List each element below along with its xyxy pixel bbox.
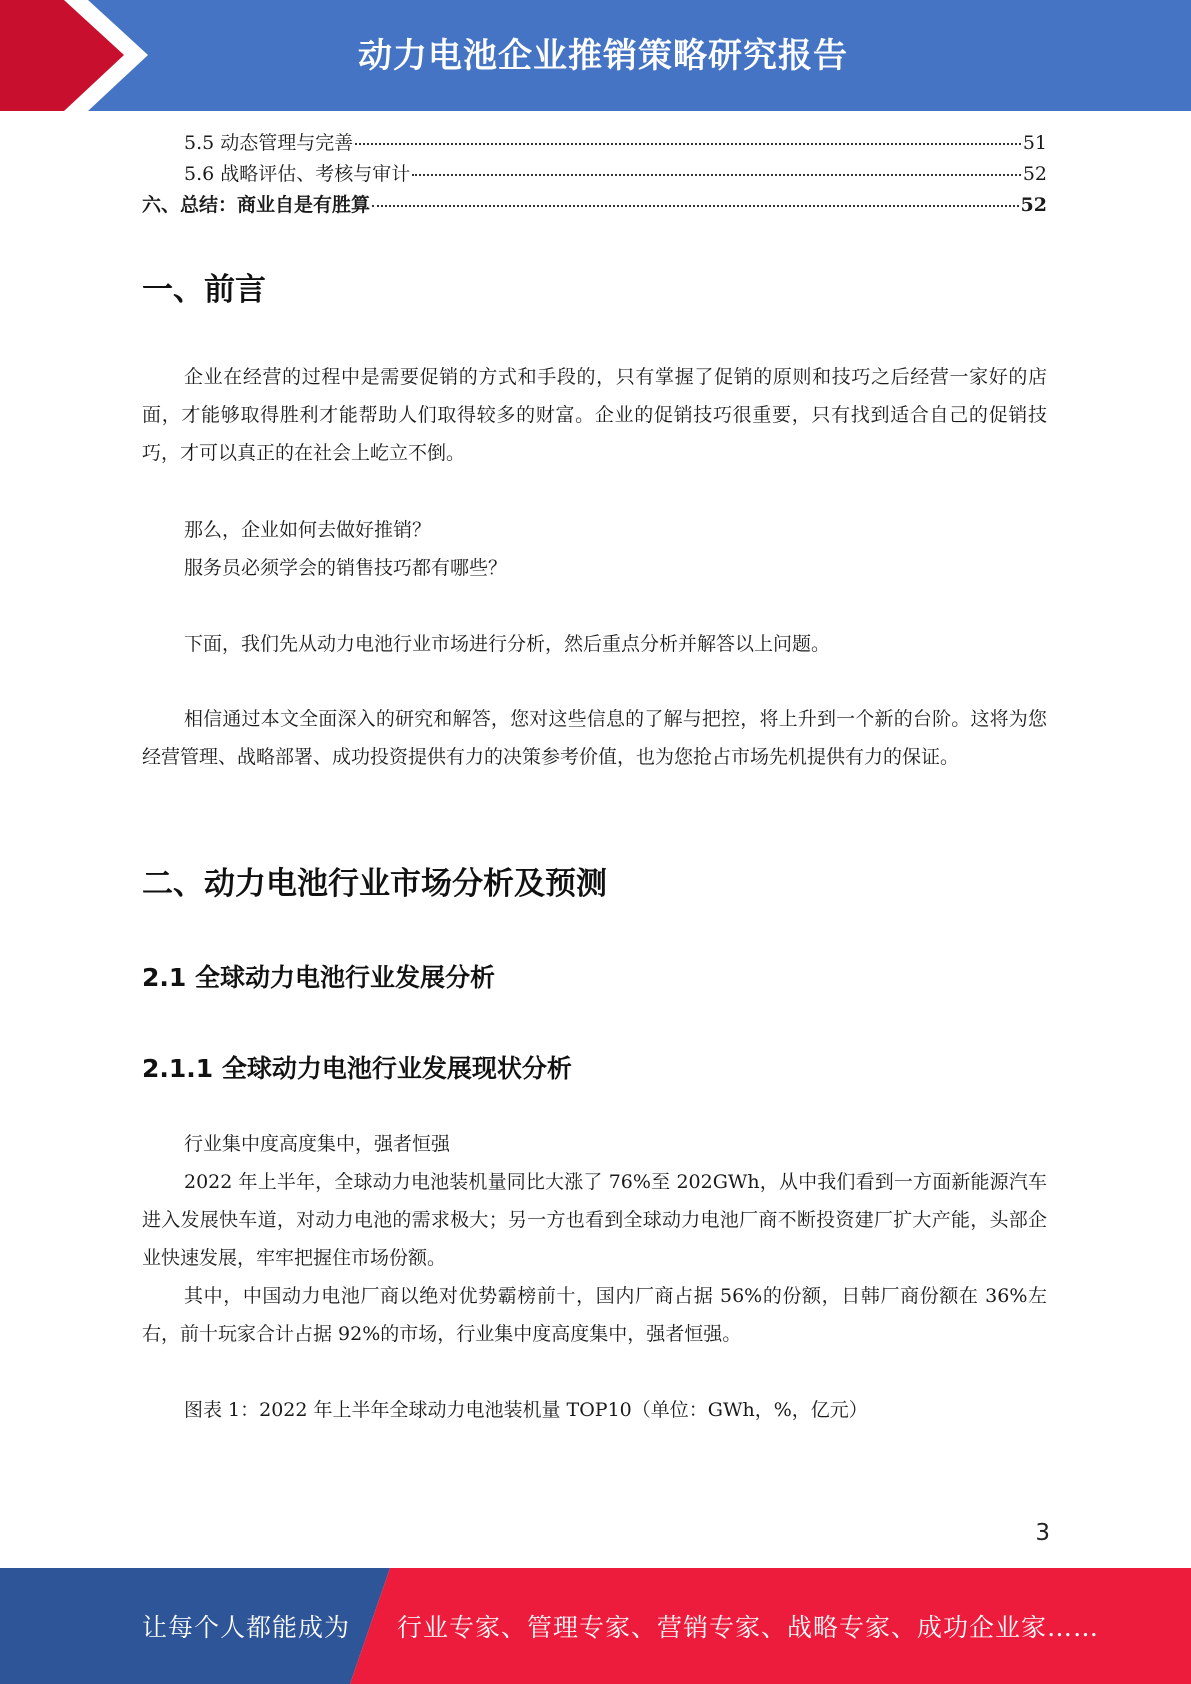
section-heading-preface: 一、前言 xyxy=(142,272,266,308)
paragraph-text: 下面，我们先从动力电池行业市场进行分析，然后重点分析并解答以上问题。 xyxy=(184,633,831,655)
question-line: 那么，企业如何去做好推销？ xyxy=(184,519,432,541)
toc-entry-label: 5.6 战略评估、考核与审计 xyxy=(184,163,411,185)
toc-leader-dots xyxy=(372,205,1019,207)
report-footer xyxy=(0,1568,1191,1684)
toc-entry[interactable] xyxy=(142,128,1047,159)
paragraph-text: 其中，中国动力电池厂商以绝对优势霸榜前十，国内厂商占据 56%的份额，日韩厂商份额在 36%左右，前十玩家合计占据 92%的市场，行业集中度高度集中，强者恒强。 xyxy=(142,1285,1047,1345)
table-of-contents xyxy=(142,128,1047,221)
paragraph-text: 2022 年上半年，全球动力电池装机量同比大涨了 76%至 202GWh，从中我们看到一方面新能源汽车进入发展快车道，对动力电池的需求极大；另一方也看到全球动力电池厂商不断投资建厂扩大产能，头部企业快速发展，牢牢把握住市场份额。 xyxy=(142,1171,1047,1269)
toc-entry-label: 5.5 动态管理与完善 xyxy=(184,132,354,154)
page-number: 3 xyxy=(1035,1520,1050,1546)
section-heading-market: 二、动力电池行业市场分析及预测 xyxy=(142,866,607,902)
footer-slogan-right: 行业专家、管理专家、营销专家、战略专家、成功企业家…… xyxy=(397,1613,1100,1642)
toc-entry-page: 52 xyxy=(1022,163,1047,185)
paragraph-text: 相信通过本文全面深入的研究和解答，您对这些信息的了解与把控，将上升到一个新的台阶。这将为您经营管理、战略部署、成功投资提供有力的决策参考价值，也为您抢占市场先机提供有力的保证。 xyxy=(142,708,1047,768)
market-analysis-text xyxy=(142,1125,1047,1353)
preface-paragraph xyxy=(142,358,1047,472)
report-title: 动力电池企业推销策略研究报告 xyxy=(358,36,848,76)
preface-questions xyxy=(142,511,1047,587)
toc-entry-label: 六、总结：商业自是有胜算 xyxy=(142,194,371,216)
toc-leader-dots xyxy=(355,143,1021,145)
toc-entry-page: 52 xyxy=(1020,194,1047,216)
toc-entry-page: 51 xyxy=(1022,132,1047,154)
toc-leader-dots xyxy=(412,174,1021,176)
preface-closing xyxy=(142,700,1047,776)
figure-caption-block xyxy=(142,1391,1047,1429)
subsubsection-heading: 2.1.1 全球动力电池行业发展现状分析 xyxy=(142,1054,572,1083)
toc-entry[interactable] xyxy=(142,159,1047,190)
figure-caption: 图表 1：2022 年上半年全球动力电池装机量 TOP10（单位：GWh，%，亿元） xyxy=(184,1399,868,1421)
report-header xyxy=(0,0,1191,111)
toc-entry[interactable] xyxy=(142,190,1047,221)
subsection-heading: 2.1 全球动力电池行业发展分析 xyxy=(142,963,495,992)
preface-transition xyxy=(142,625,1047,663)
footer-slogan-left: 让每个人都能成为 xyxy=(142,1613,351,1642)
paragraph-text: 企业在经营的过程中是需要促销的方式和手段的，只有掌握了促销的原则和技巧之后经营一家好的店面，才能够取得胜利才能帮助人们取得较多的财富。企业的促销技巧很重要，只有找到适合自己的促销技巧，才可以真正的在社会上屹立不倒。 xyxy=(142,366,1047,464)
question-line: 服务员必须学会的销售技巧都有哪些？ xyxy=(184,557,508,579)
lead-line: 行业集中度高度集中，强者恒强 xyxy=(184,1133,451,1155)
